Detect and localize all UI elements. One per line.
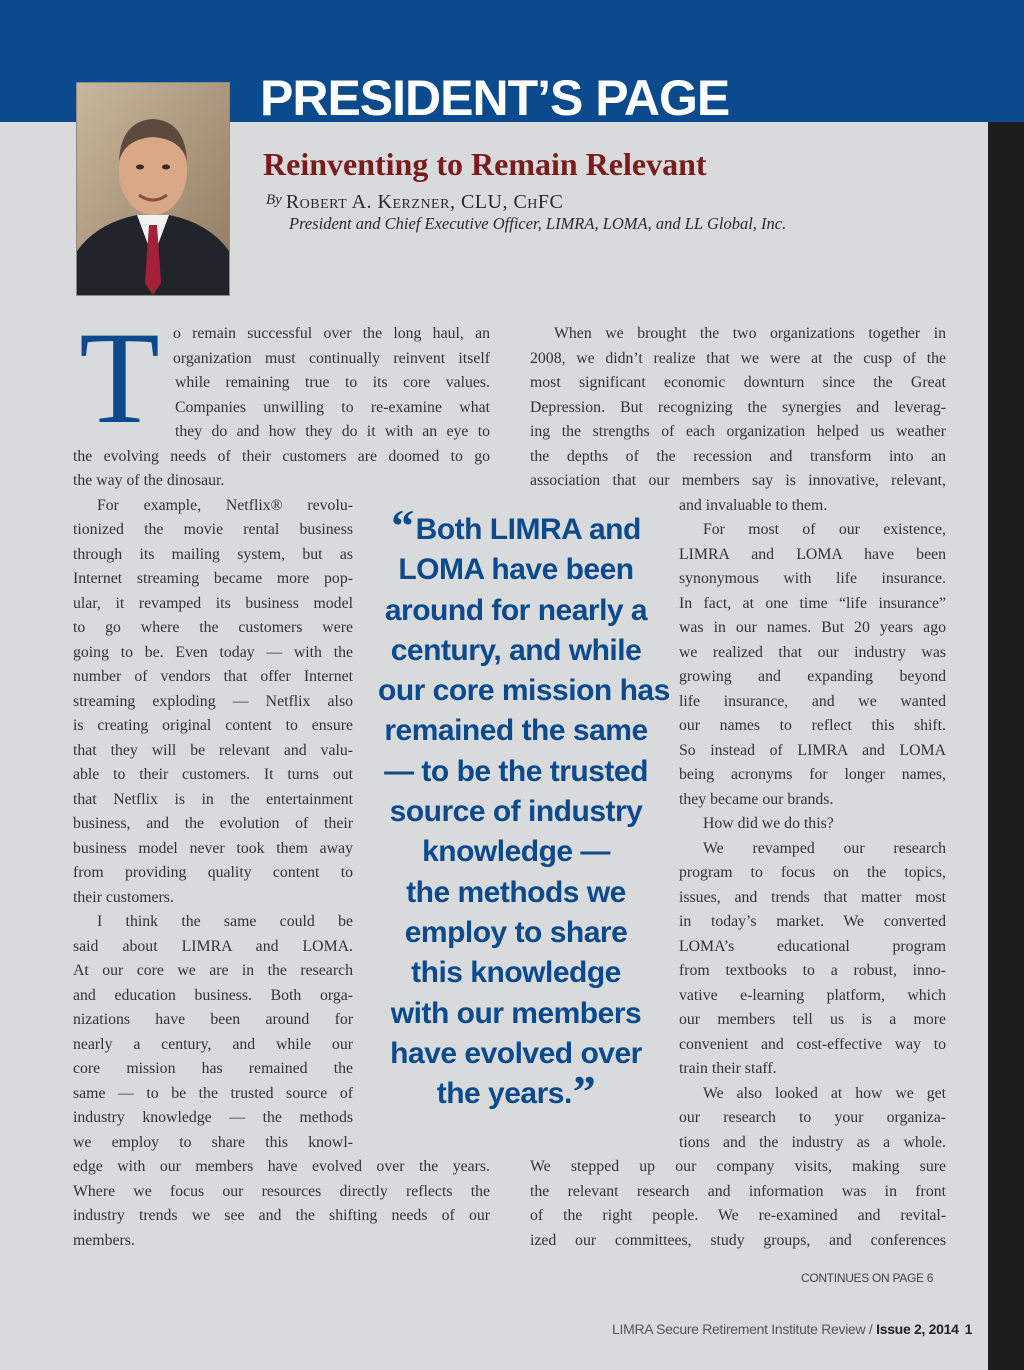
article-line: our names to reflect this shift. [679,717,946,734]
article-line: growing and expanding beyond [679,668,946,685]
pull-quote-text: with our members [390,996,642,1030]
author-title: President and Chief Executive Officer, LIMRA, LOMA, and LL Global, Inc. [289,214,787,233]
article-line: business, and the evolution of their [73,815,353,832]
footer-separator: / [865,1321,877,1337]
pull-quote-text: Both LIMRA and [415,513,641,546]
author-photo [76,82,230,296]
pull-quote-line [378,711,654,751]
article-line: tionized the movie rental business [73,521,353,538]
article-line: through its mailing system, but as [73,545,353,563]
article-line: business model never took them away [73,839,353,857]
byline [266,188,563,214]
article-line: the relevant research and information was in front [530,1182,946,1200]
article-line: same — to be the trusted source of [73,1084,353,1102]
pull-quote-line [378,591,654,631]
article-line: streaming exploding — Netflix also [73,692,353,710]
article-line: For most of our existence, [703,521,946,538]
article-line: their customers. [73,888,174,906]
close-quote-mark: ” [572,1066,596,1118]
section-title: PRESIDENT’S PAGE [260,70,730,126]
pull-quote-text: the years. [436,1077,572,1111]
pull-quote-text: — to be the trusted [384,754,648,788]
pull-quote-text: knowledge — [422,835,610,869]
pull-quote-text: LOMA have been [398,553,634,587]
issue-label: Issue 2, 2014 [876,1321,959,1337]
article-line: association that our members say is innovative, relevant, [530,472,946,489]
pull-quote-line [378,671,670,711]
article-line: said about LIMRA and LOMA. [73,937,353,955]
article-line: industry knowledge — the methods [73,1109,353,1126]
article-line: At our core we are in the research [73,962,353,979]
page-number: 1 [964,1321,973,1337]
page-footer [612,1320,972,1338]
article-line: our research to your organiza- [679,1109,946,1126]
article-line: core mission has remained the [73,1060,353,1077]
pull-quote [378,500,670,1118]
pull-quote-line [378,953,654,993]
article-line: Where we focus our resources directly reflects the [73,1182,490,1200]
pull-quote-text: around for nearly a [384,593,648,627]
article-line: edge with our members have evolved over the years. [73,1158,490,1175]
article-line: 2008, we didn’t realize that we were at the cusp of the [530,349,946,367]
pull-quote-line [378,1034,654,1074]
continues-note: CONTINUES ON PAGE 6 [801,1271,934,1285]
pull-quote-line [378,550,654,590]
article-line: members. [73,1231,135,1249]
pull-quote-line [378,873,654,913]
pull-quote-text: employ to share [404,915,628,949]
pull-quote-line [378,752,654,792]
open-quote-mark: “ [391,500,414,551]
article-line: that Netflix is in the entertainment [73,790,353,808]
pull-quote-line [378,994,654,1034]
article-line: LIMRA and LOMA have been [679,545,946,563]
author-portrait-image [77,83,229,295]
article-line: program to focus on the topics, [679,864,946,881]
pull-quote-line [378,500,654,551]
pull-quote-text: our core mission has [378,674,670,708]
article-line: they do and how they do it with an eye to [175,423,490,440]
page-edge-bar [988,122,1024,1370]
article-line: In fact, at one time “life insurance” [679,594,946,612]
article-line: Internet streaming became more pop- [73,570,353,587]
article-line: they became our brands. [679,790,834,808]
publication-name: LIMRA Secure Retirement Institute Review [612,1321,866,1337]
pull-quote-line [378,631,654,671]
article-line: our members tell us is a more [679,1011,946,1028]
article-line: tions and the industry as a whole. [679,1133,946,1151]
article-line: Depression. But recognizing the synergies and leverag- [530,398,946,416]
article-line: How did we do this? [703,815,834,832]
article-line: life insurance, and we wanted [679,692,946,710]
article-line: When we brought the two organizations together in [554,325,946,342]
pull-quote-text: have evolved over [390,1036,642,1070]
article-line: we realized that our industry was [679,643,946,661]
article-line: and education business. Both orga- [73,986,353,1004]
article-line: to go where the customers were [73,619,353,636]
article-line: ized our committees, study groups, and conferences [530,1231,946,1249]
pull-quote-text: the methods we [406,875,626,909]
article-line: we employ to share this knowl- [73,1133,353,1151]
article-line: the way of the dinosaur. [73,472,225,489]
article-line: and invaluable to them. [679,496,828,514]
article-line: is creating original content to ensure [73,717,353,734]
article-line: the evolving needs of their customers are doomed to go [73,447,490,465]
article-line: while remaining true to its core values. [175,374,490,391]
article-line: that they will be relevant and valu- [73,741,353,759]
article-line: from textbooks to a robust, inno- [679,962,946,979]
article-line: in today’s market. We converted [679,913,946,930]
pull-quote-text: remained the same [384,714,648,748]
article-line: We also looked at how we get [703,1084,946,1102]
article-line: issues, and trends that matter most [679,888,946,906]
article-line: going to be. Even today — with the [73,643,353,661]
byline-by: By [266,192,282,208]
article-line: train their staff. [679,1060,777,1077]
pull-quote-text: source of industry [389,795,643,829]
article-line: nearly a century, and while our [73,1035,353,1053]
article-line: number of vendors that offer Internet [73,668,353,685]
pull-quote-text: this knowledge [411,956,621,990]
pull-quote-line [378,1066,654,1118]
pull-quote-line [378,792,654,832]
article-line: of the right people. We re-examined and revital- [530,1207,946,1224]
article-line: was in our names. But 20 years ago [679,619,946,636]
pull-quote-line [378,832,654,872]
author-name: Robert A. Kerzner, CLU, ChFC [285,191,564,213]
article-headline: Reinventing to Remain Relevant [263,146,707,182]
article-line: from providing quality content to [73,864,353,881]
article-line: industry trends we see and the shifting needs of our [73,1207,490,1224]
article-line: most significant economic downturn since the Great [530,374,946,391]
drop-cap: T [79,304,160,451]
article-line: ular, it revamped its business model [73,594,353,612]
article-line: We revamped our research [703,839,946,857]
article-line: nizations have been around for [73,1011,353,1028]
article-line: the depths of the recession and transform into an [530,447,946,465]
article-line: LOMA’s educational program [679,937,946,955]
pull-quote-line [378,913,654,953]
article-line: Companies unwilling to re-examine what [175,398,490,416]
pull-quote-text: century, and while [390,633,642,667]
article-line: I think the same could be [97,913,353,930]
article-line: For example, Netflix® revolu- [97,496,353,514]
article-line: ing the strengths of each organization helped us weather [530,423,946,440]
article-line: organization must continually reinvent itself [173,349,490,367]
article-line: So instead of LIMRA and LOMA [679,741,946,759]
article-line: convenient and cost-effective way to [679,1035,946,1053]
article-line: We stepped up our company visits, making sure [530,1158,946,1175]
article-line: o remain successful over the long haul, an [173,325,490,342]
article-line: synonymous with life insurance. [679,570,946,587]
article-line: vative e-learning platform, which [679,986,946,1004]
article-line: being acronyms for longer names, [679,766,946,783]
article-line: able to their customers. It turns out [73,766,353,783]
